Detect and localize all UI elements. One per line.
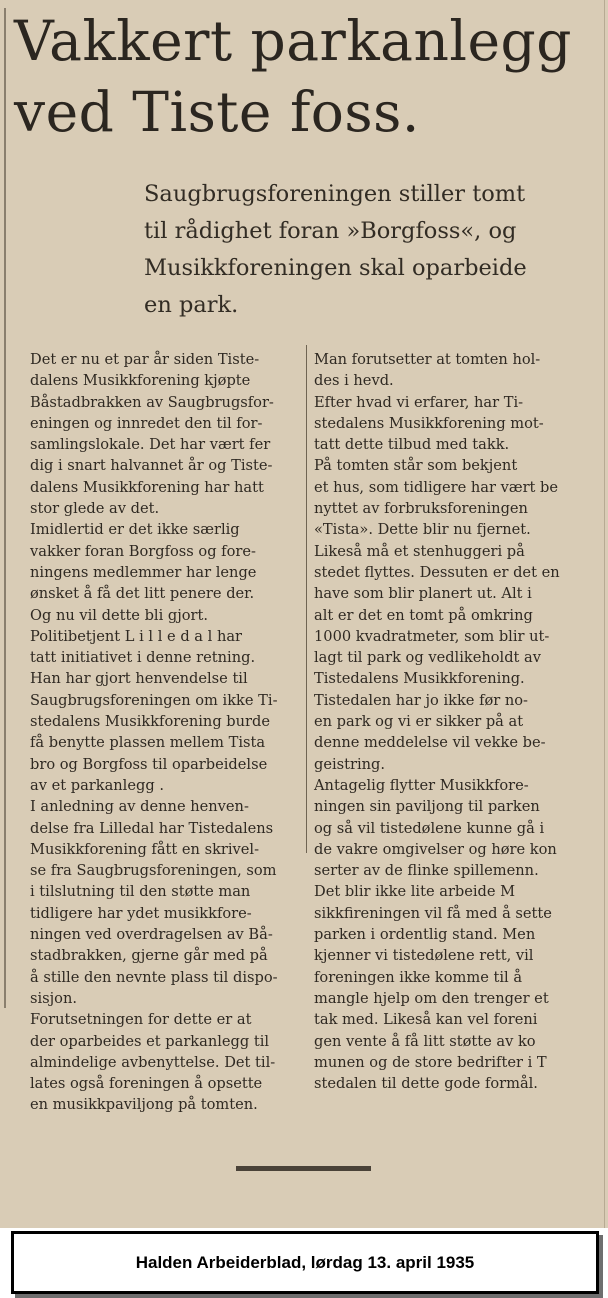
left-column-line: bro og Borgfoss til oparbeidelse: [30, 755, 268, 773]
left-column-line: ningens medlemmer har lenge: [30, 563, 257, 581]
left-column-line: å stille den nevnte plass til dispo-: [30, 968, 278, 986]
right-column-line: et hus, som tidligere har vært be: [314, 478, 559, 496]
subheadline-line-2: til rådighet foran »Borgfoss«, og: [144, 218, 517, 244]
left-column-line: en musikkpaviljong på tomten.: [30, 1096, 258, 1114]
left-column-line: I anledning av denne henven-: [30, 798, 249, 816]
left-column-line: av et parkanlegg .: [30, 776, 164, 794]
right-column-line: stedet flyttes. Dessuten er det en: [314, 563, 560, 581]
headline-line-1: Vakkert parkanlegg: [14, 9, 572, 73]
right-column-line: nyttet av forbruksforeningen: [314, 500, 528, 518]
left-column-line: Forutsetningen for dette er at: [30, 1011, 252, 1029]
subheadline-line-3: Musikkforeningen skal oparbeide: [144, 255, 527, 281]
right-column-line: Man forutsetter at tomten hol-: [314, 351, 541, 368]
headline-line-2: ved Tiste foss.: [14, 80, 420, 144]
left-column-line: vakker foran Borgfoss og fore-: [30, 542, 256, 560]
left-column-line: sisjon.: [30, 989, 77, 1007]
right-column-line: Efter hvad vi erfarer, har Ti-: [314, 393, 524, 411]
right-column-line: kjenner vi tistedølene rett, vil: [314, 947, 534, 965]
left-column-line: Saugbrugsforeningen om ikke Ti-: [30, 691, 278, 709]
left-column-line: almindelige avbenyttelse. Det til-: [30, 1053, 276, 1071]
left-column-line: eningen og innredet den til for-: [30, 414, 263, 432]
left-column-line: stadbrakken, gjerne går med på: [30, 947, 268, 965]
right-column-line: «Tista». Dette blir nu fjernet.: [314, 521, 531, 539]
right-column-line: lagt til park og vedlikeholdt av: [314, 649, 542, 667]
right-column-line: gen vente å få litt støtte av ko: [314, 1032, 536, 1050]
left-column-line: Og nu vil dette bli gjort.: [30, 606, 209, 624]
left-column-line: Han har gjort henvendelse til: [30, 670, 248, 688]
article-column-left: [30, 349, 302, 1116]
left-column-line: Båstadbrakken av Saugbrugsfor-: [30, 393, 274, 411]
right-column-line: ningen sin paviljong til parken: [314, 798, 540, 816]
right-column-line: en park og vi er sikker på at: [314, 713, 524, 731]
left-column-line: der oparbeides et parkanlegg til: [30, 1032, 270, 1050]
left-column-line: dalens Musikkforening kjøpte: [30, 372, 251, 390]
subheadline-line-4: en park.: [144, 292, 239, 318]
subheadline-line-1: Saugbrugsforeningen stiller tomt: [144, 181, 526, 207]
source-caption-box: [11, 1231, 599, 1294]
left-column-line: tidligere har ydet musikkfore-: [30, 904, 252, 922]
right-column-line: tatt dette tilbud med takk.: [314, 436, 510, 454]
left-column-line: få benytte plassen mellem Tista: [30, 734, 266, 752]
right-column-line: mangle hjelp om den trenger et: [314, 989, 549, 1007]
right-column-line: stedalens Musikkforening mot-: [314, 414, 544, 432]
right-column-line: Tistedalen har jo ikke før no-: [314, 691, 528, 709]
headline: [14, 6, 572, 148]
right-column-line: og så vil tistedølene kunne gå i: [314, 819, 545, 837]
left-column-line: Musikkforening fått en skrivel-: [30, 840, 260, 858]
left-column-line: samlingslokale. Det har vært fer: [30, 436, 271, 454]
end-rule: [236, 1166, 371, 1171]
right-column-line: have som blir planert ut. Alt i: [314, 585, 532, 603]
left-column-line: ningen ved overdragelsen av Bå-: [30, 926, 273, 944]
right-column-line: sikkfireningen vil få med å sette: [314, 904, 552, 922]
left-column-line: lates også foreningen å opsette: [30, 1075, 263, 1093]
right-column-line: denne meddelelse vil vekke be-: [314, 734, 546, 752]
left-column-line: stedalens Musikkforening burde: [30, 713, 270, 731]
left-column-line: i tilslutning til den støtte man: [30, 883, 251, 901]
left-column-line: Politibetjent L i l l e d a l har: [30, 627, 243, 645]
left-column-line: Det er nu et par år siden Tiste-: [30, 351, 260, 368]
left-column-line: stor glede av det.: [30, 500, 160, 518]
clipping-right-edge: [604, 0, 605, 1228]
right-column-line: Det blir ikke lite arbeide M: [314, 883, 516, 901]
right-column-line: parken i ordentlig stand. Men: [314, 926, 536, 944]
left-column-line: ønsket å få det litt penere der.: [30, 585, 255, 603]
right-column-line: tak med. Likeså kan vel foreni: [314, 1011, 538, 1029]
right-column-line: geistring.: [314, 755, 386, 773]
right-column-line: foreningen ikke komme til å: [314, 968, 523, 986]
right-column-line: de vakre omgivelser og høre kon: [314, 840, 557, 858]
right-column-line: Likeså må et stenhuggeri på: [314, 542, 525, 560]
left-column-line: dig i snart halvannet år og Tiste-: [30, 457, 273, 475]
clipping-left-edge: [4, 8, 6, 1008]
right-column-line: munen og de store bedrifter i T: [314, 1053, 547, 1071]
right-column-line: 1000 kvadratmeter, som blir ut-: [314, 627, 550, 645]
right-column-line: serter av de flinke spillemenn.: [314, 862, 539, 880]
left-column-line: Imidlertid er det ikke særlig: [30, 521, 240, 539]
right-column-line: alt er det en tomt på omkring: [314, 606, 533, 624]
source-caption: Halden Arbeiderblad, lørdag 13. april 1935: [135, 1252, 475, 1272]
left-column-line: delse fra Lilledal har Tistedalens: [30, 819, 274, 837]
right-column-line: På tomten står som bekjent: [314, 457, 518, 475]
right-column-line: des i hevd.: [314, 372, 394, 390]
left-column-line: tatt initiativet i denne retning.: [30, 649, 256, 667]
subheadline: [144, 176, 527, 324]
column-divider: [306, 345, 307, 853]
left-column-line: se fra Saugbrugsforeningen, som: [30, 862, 277, 880]
right-column-line: stedalen til dette gode formål.: [314, 1075, 538, 1093]
right-column-line: Antagelig flytter Musikkfore-: [314, 776, 529, 794]
left-column-line: dalens Musikkforening har hatt: [30, 478, 264, 496]
right-column-line: Tistedalens Musikkforening.: [314, 670, 525, 688]
article-column-right: [314, 349, 590, 1094]
